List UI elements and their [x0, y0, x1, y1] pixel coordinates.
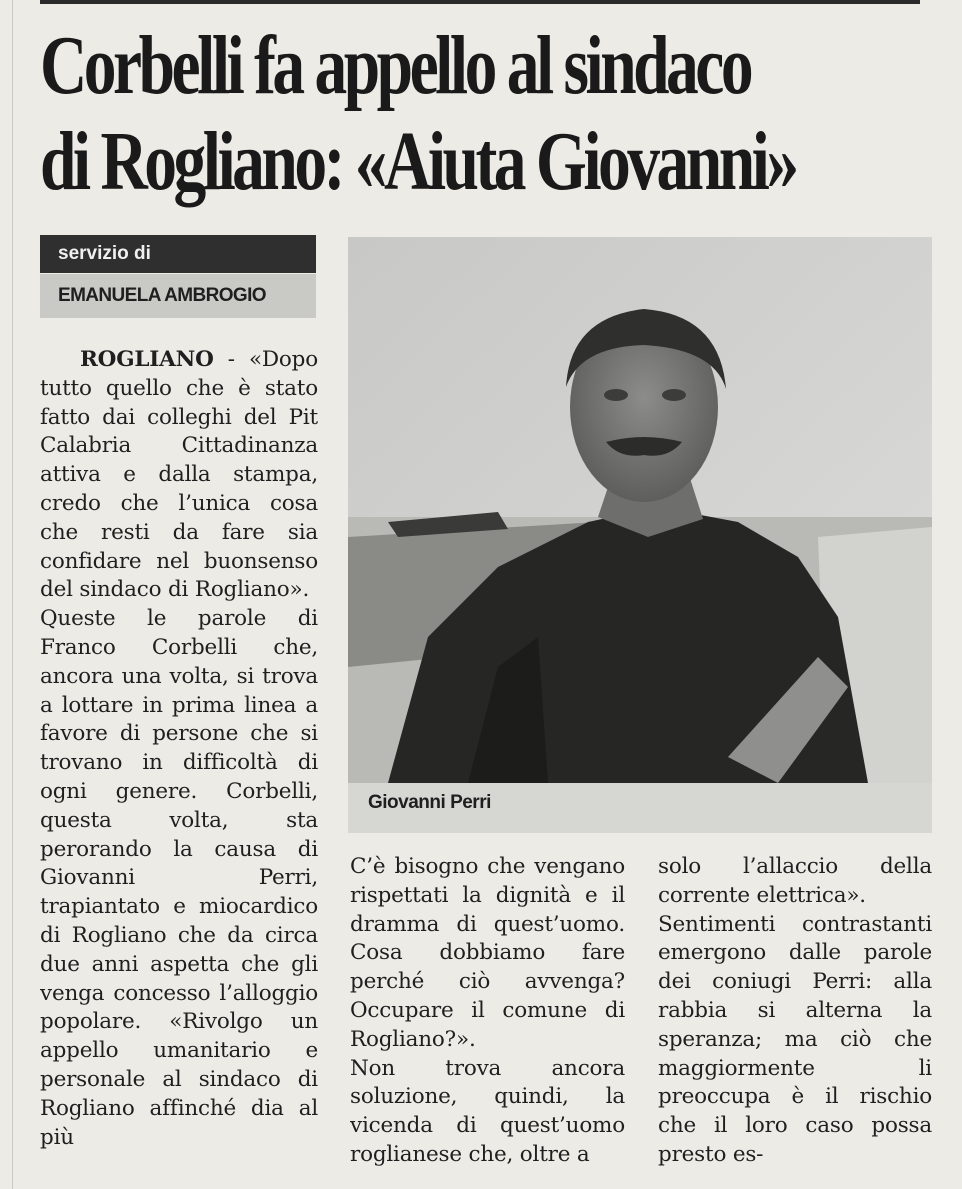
paragraph [40, 346, 318, 605]
byline-author: EMANUELA AMBROGIO [40, 274, 316, 318]
article-column-3 [658, 853, 932, 1189]
photo-frame [348, 237, 932, 833]
top-rule [40, 0, 920, 4]
paragraph: solo l’allaccio della corrente elettrica». [658, 854, 932, 908]
headline-line-1: Corbelli fa appello al sindaco [40, 19, 751, 112]
paragraph: Queste le parole di Franco Corbelli che, ancora una volta, si trova a lottare in prima linea a favore di persone che si trovano in difficoltà di ogni genere. Corbelli, questa volta, sta perorando la causa di Giovanni Perri, trapiantato e miocardico di Rogliano che da circa due anni aspetta che gli venga concesso l’alloggio popolare. «Rivolgo un appello umanitario e personale al sindaco di Rogliano affinché dia al più [40, 606, 318, 1150]
headline-line-2: di Rogliano: «Aiuta Giovanni» [40, 115, 796, 208]
article-column-2 [350, 853, 625, 1189]
article-column-1 [40, 346, 318, 1189]
byline-label: servizio di [40, 235, 316, 273]
portrait-photo [348, 237, 932, 783]
paragraph: Non trova ancora soluzione, quindi, la vicenda di quest’uomo roglianese che, oltre a [350, 1055, 625, 1167]
paragraph: Sentimenti contrastanti emergono dalle parole dei coniugi Perri: alla rabbia si alterna la speranza; ma ciò che maggiormente li preoccupa è il rischio che il loro caso possa presto es- [658, 911, 932, 1167]
dateline: ROGLIANO [80, 347, 214, 372]
paragraph-text: - «Dopo tutto quello che è stato fatto dai colleghi del Pit Calabria Cittadinanza attiva e dalla stampa, credo che l’unica cosa che resti da fare sia confidare nel buonsenso del sindaco di Rogliano». [40, 347, 318, 603]
headline [40, 18, 796, 210]
page-edge-rule [12, 0, 13, 1189]
paragraph: C’è bisogno che vengano rispettati la dignità e il dramma di quest’uomo. Cosa dobbiamo fare perché ciò avvenga? Occupare il comune di Rogliano?». [350, 854, 625, 1052]
photo-caption: Giovanni Perri [368, 792, 491, 813]
